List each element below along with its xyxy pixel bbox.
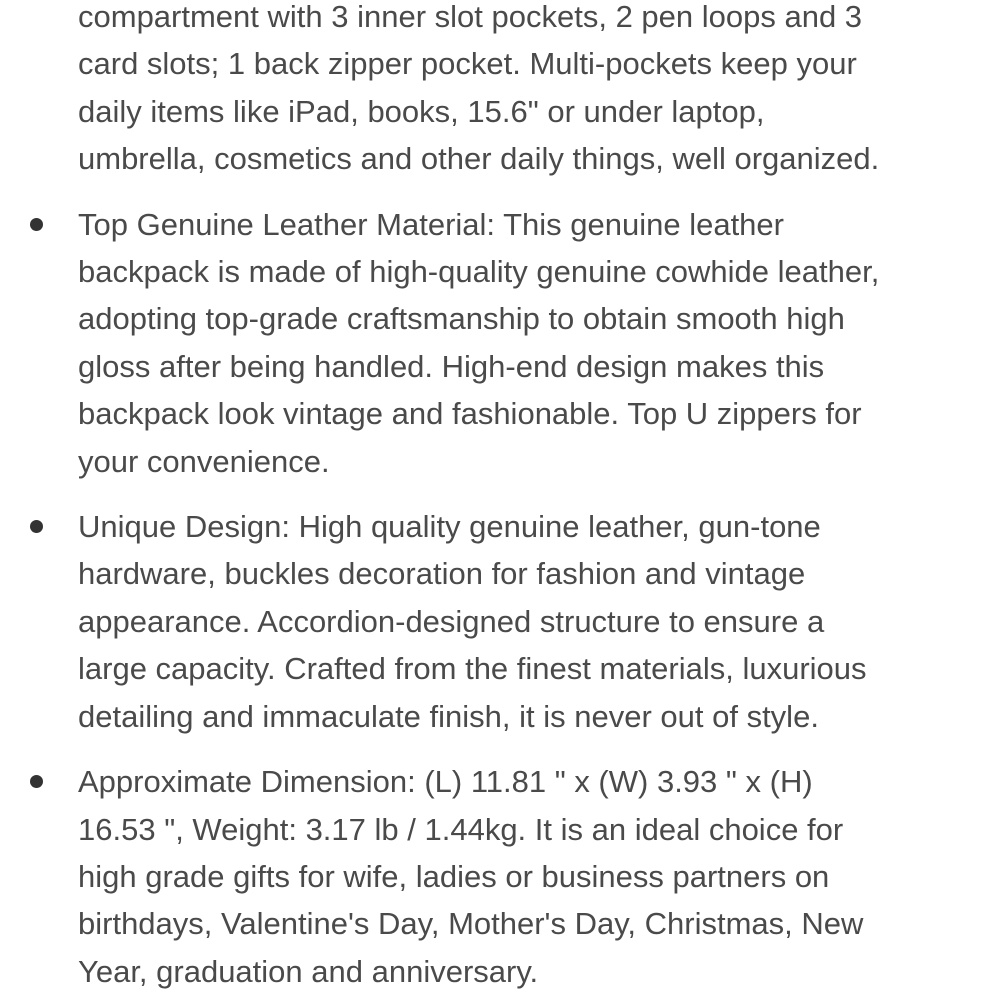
feature-text-line: gloss after being handled. High-end design makes this [78,348,825,384]
bullet-icon [30,520,43,533]
feature-text-line: your convenience. [78,443,330,479]
feature-text-line: card slots; 1 back zipper pocket. Multi-pockets keep your [78,46,857,82]
feature-text-line: appearance. Accordion-designed structure to ensure a [78,603,825,639]
feature-text-line: Year, graduation and anniversary. [78,953,539,989]
feature-text-line: high grade gifts for wife, ladies or business partners on [78,858,830,894]
feature-text-line: backpack is made of high-quality genuine cowhide leather, [78,254,880,290]
feature-text-line: detailing and immaculate finish, it is never out of style. [78,698,819,734]
feature-text-line: backpack look vintage and fashionable. Top U zippers for [78,396,862,432]
feature-text-line: compartment with 3 inner slot pockets, 2 pen loops and 3 [78,0,863,34]
feature-text-line: 16.53 ", Weight: 3.17 lb / 1.44kg. It is an ideal choice for [78,811,844,847]
feature-item-pockets [0,0,1000,183]
feature-item-unique-design [0,503,1000,740]
bullet-icon [30,775,43,788]
feature-item-dimension [0,758,1000,995]
bullet-icon [30,218,43,231]
feature-text-line: hardware, buckles decoration for fashion and vintage [78,556,806,592]
feature-text-line: Top Genuine Leather Material: This genuine leather [78,206,784,242]
feature-text-line: adopting top-grade craftsmanship to obtain smooth high [78,301,845,337]
feature-text-line: Approximate Dimension: (L) 11.81 " x (W) 3.93 " x (H) [78,764,813,800]
feature-text-line: umbrella, cosmetics and other daily things, well organized. [78,141,880,177]
feature-text-line: large capacity. Crafted from the finest materials, luxurious [78,651,867,687]
feature-text-line: birthdays, Valentine's Day, Mother's Day, Christmas, New [78,906,864,942]
feature-text-line: Unique Design: High quality genuine leather, gun-tone [78,509,821,545]
feature-text-line: daily items like iPad, books, 15.6" or under laptop, [78,93,765,129]
feature-item-leather-material [0,201,1000,485]
